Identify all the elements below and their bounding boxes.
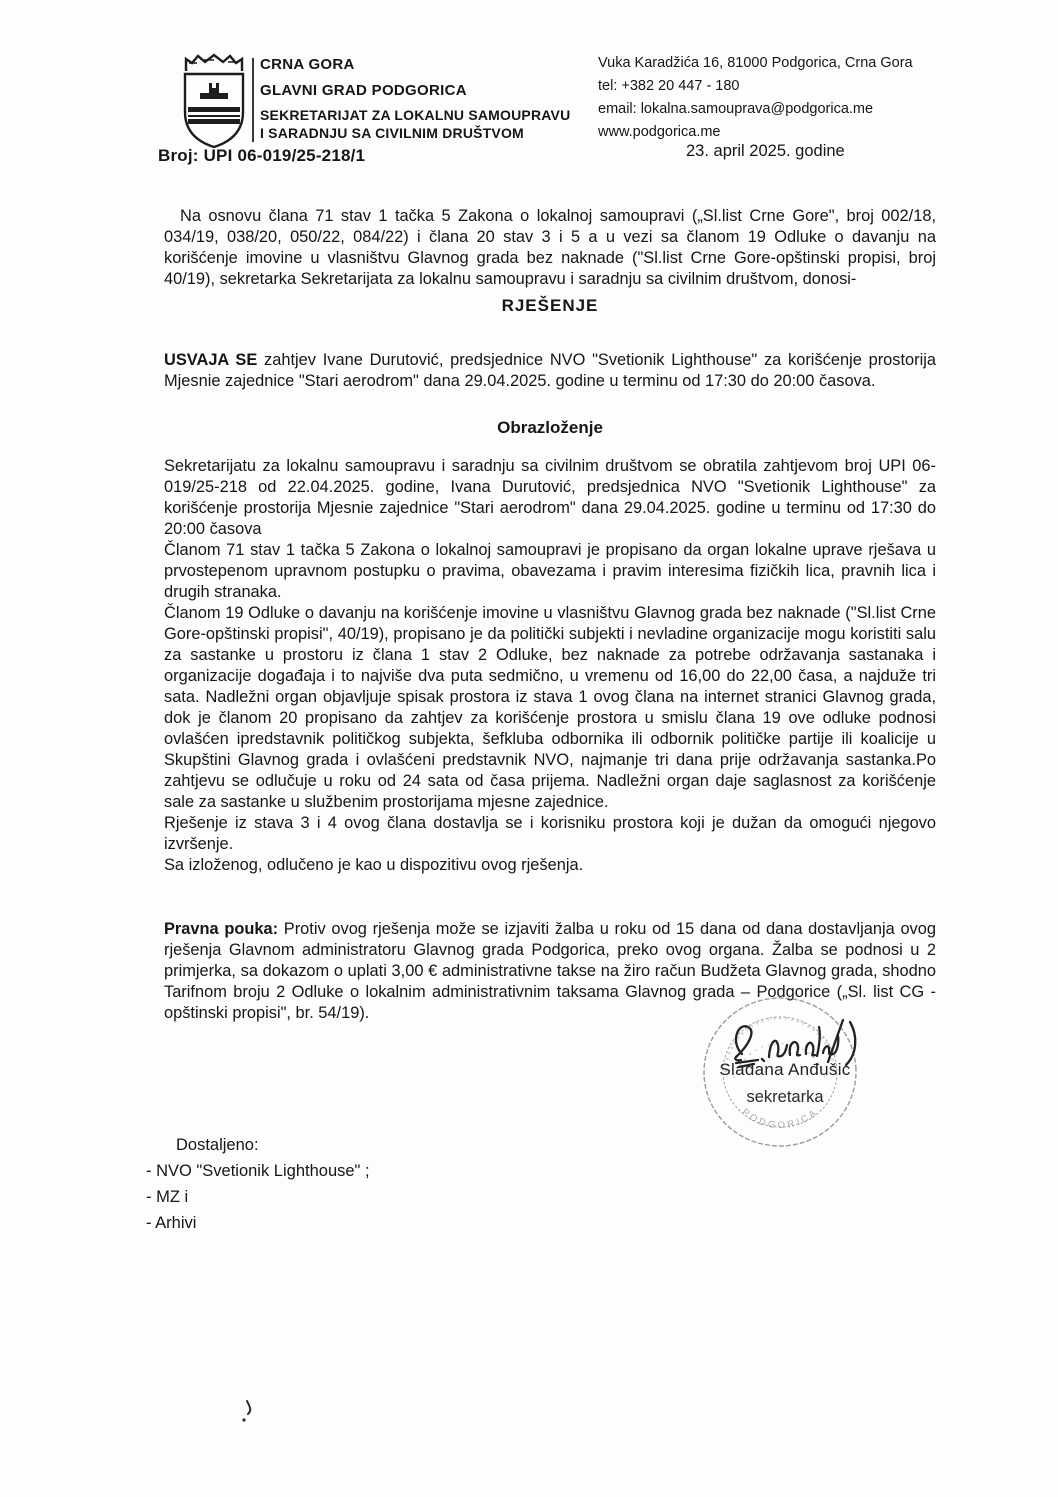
org-city: GLAVNI GRAD PODGORICA [260,82,467,99]
explanation-paragraph: Rješenje iz stava 3 i 4 ovog člana dostavlja se i korisniku prostora koji je dužan da omogući njegovo izvršenje. [164,814,936,853]
decision-paragraph [164,350,936,392]
explanation-heading: Obrazloženje [497,418,603,437]
explanation-paragraph: Članom 19 Odluke o davanju na korišćenje imovine u vlasništvu Glavnog grada bez naknade ("Sl.list Crne Gore-opštinski propisi", 40/19), propisano je da politički subjekti i nevladine organizacije mogu koristiti salu za sastanke u prostoru iz člana 1 stav 2 Odluke, bez naknade za potrebe održavanja sastanaka i organizacije događaja i to najviše dva puta sedmično, u vremenu od 16,00 do 22,00 časa, a najduže tri sata. Nadležni organ objavljuje spisak prostora iz stava 1 ovog člana na internet stranici Glavnog grada, dok je članom 20 propisano da zahtjev za korišćenje prostora u smislu člana 19 ove odluke podnosi ovlašćen ipredstavnik političkog subjekta, šefkluba odbornika ili odbornik političke partije ili koalicije u Skupštini Glavnog grada i ovlašćeni predstavnik NVO, najmanje tri dana prije održavanja sastanka.Po zahtjevu se odlučuje u roku od 24 sata od časa prijema. Nadležni organ daje saglasnost za korišćenje sale za sastanke u službenim prostorijama mjesne zajednice. [164,604,936,811]
case-number: Broj: UPI 06-019/25-218/1 [158,146,366,165]
org-secretariat-line2: I SARADNJU SA CIVILNIM DRUŠTVOM [260,125,524,141]
decision-heading: RJEŠENJE [501,296,599,315]
explanation-block [164,456,936,876]
explanation-paragraph: Sa izloženog, odlučeno je kao u dispozitivu ovog rješenja. [164,856,584,874]
podgorica-coat-of-arms-icon [178,50,250,155]
header-divider [252,58,254,142]
contact-website: www.podgorica.me [598,124,721,140]
explanation-paragraph: Članom 71 stav 1 tačka 5 Zakona o lokalnoj samoupravi je propisano da organ lokalne uprave rješava u prvostepenom upravnom postupku o pravima, obavezama i pravim interesima fizičkih lica, pravnih lica i drugih stranaka. [164,541,936,601]
document-date: 23. april 2025. godine [686,142,845,160]
decision-lead: USVAJA SE [164,351,258,370]
legal-remedy-text: Protiv ovog rješenja može se izjaviti žalba u roku od 15 dana od dana dostavljanja ovog rješenja Glavnom administratoru Glavnog grada Podgorica, preko ovog organa. Žalba se podnosi u 2 primjerka, sa dokazom o uplati 3,00 € administrativne takse na žiro račun Budžeta Glavnog grada, shodno Tarifnom broju 2 Odluke o lokalnim administrativnim taksama Glavnog grada – Podgorice („Sl. list CG - opštinski propisi", br. 54/19). [164,920,936,1023]
distribution-item: - NVO "Svetionik Lighthouse" ; [146,1162,370,1180]
distribution-item: - Arhivi [146,1214,197,1232]
organization-block [260,56,590,141]
distribution-item: - MZ i [146,1188,189,1206]
distribution-label: Dostaljeno: [176,1136,259,1154]
decision-text: zahtjev Ivane Durutović, predsjednice NVO "Svetionik Lighthouse" za korišćenje prostorija Mjesnie zajednice "Stari aerodrom" dana 29.04.2025. godine u terminu od 17:30 do 20:00 časova. [164,351,936,391]
distribution-list [146,1132,370,1236]
stamp-arc-text: PODGORICA [739,1106,821,1132]
org-secretariat-line1: SEKRETARIJAT ZA LOKALNU SAMOUPRAVU [260,107,571,123]
contact-phone: tel: +382 20 447 - 180 [598,78,740,94]
signatory-name: Slađana Anđušić [719,1060,851,1079]
contact-email: email: lokalna.samouprava@podgorica.me [598,101,874,117]
ink-mark [238,1398,258,1426]
explanation-paragraph: Sekretarijatu za lokalnu samoupravu i saradnju sa civilnim društvom se obratila zahtjevom broj UPI 06-019/25-218 od 22.04.2025. godine, Ivana Durutović, predsjednica NVO "Svetionik Lighthouse" za korišćenje prostorija Mjesnie zajednice "Stari aerodrom" dana 29.04.2025. godine u terminu od 17:30 do 20:00 časova [164,457,936,538]
intro-paragraph: Na osnovu člana 71 stav 1 tačka 5 Zakona o lokalnoj samoupravi („Sl.list Crne Gore", broj 002/18, 034/19, 038/20, 050/22, 084/22) i člana 20 stav 3 i 5 a u vezi sa članom 19 Odluke o davanju na korišćenje imovine u vlasništvu Glavnog grada bez naknade ("Sl.list Crne Gore-opštinski propisi, broj 40/19), sekretarka Sekretarijata za lokalnu samoupravu i saradnju sa civilnim društvom, donosi- [164,207,936,289]
legal-remedy-lead: Pravna pouka: [164,920,279,939]
svg-text:PODGORICA [740,1106,821,1131]
contact-block [598,52,958,144]
signatory-title: sekretarka [746,1088,824,1106]
org-country: CRNA GORA [260,56,355,73]
contact-address: Vuka Karadžića 16, 81000 Podgorica, Crna Gora [598,55,913,71]
